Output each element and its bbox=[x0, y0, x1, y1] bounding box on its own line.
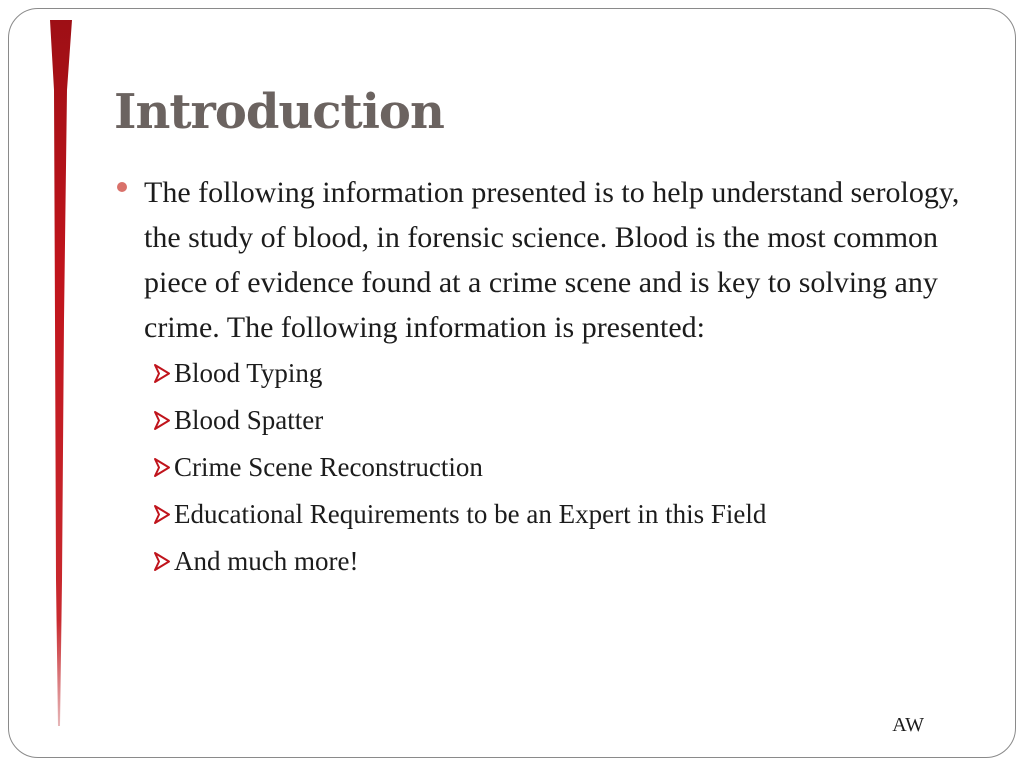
slide-content bbox=[114, 170, 964, 585]
sub-bullet-item bbox=[114, 491, 964, 538]
slide-title: Introduction bbox=[114, 84, 444, 140]
red-accent-stripe bbox=[50, 20, 72, 726]
main-bullet bbox=[114, 170, 964, 350]
arrowhead-bullet-icon bbox=[152, 538, 172, 585]
bullet-dot-icon bbox=[117, 182, 127, 192]
sub-bullet-label: Blood Typing bbox=[174, 358, 323, 388]
sub-bullet-label: And much more! bbox=[174, 546, 359, 576]
arrowhead-bullet-icon bbox=[152, 444, 172, 491]
main-bullet-text: The following information presented is to help understand serology, the study of blood, in forensic science. Blood is the most common piece of evidence found at a crime scene and is key to solving any crime. The following information is presented: bbox=[144, 176, 960, 344]
sub-bullet-item bbox=[114, 538, 964, 585]
arrowhead-bullet-icon bbox=[152, 397, 172, 444]
sub-bullet-list bbox=[114, 350, 964, 585]
sub-bullet-item bbox=[114, 397, 964, 444]
sub-bullet-label: Blood Spatter bbox=[174, 405, 324, 435]
sub-bullet-label: Crime Scene Reconstruction bbox=[174, 452, 483, 482]
sub-bullet-item bbox=[114, 444, 964, 491]
sub-bullet-item bbox=[114, 350, 964, 397]
arrowhead-bullet-icon bbox=[152, 491, 172, 538]
footer-initials: AW bbox=[892, 714, 924, 736]
sub-bullet-label: Educational Requirements to be an Expert in this Field bbox=[174, 499, 767, 529]
arrowhead-bullet-icon bbox=[152, 350, 172, 397]
